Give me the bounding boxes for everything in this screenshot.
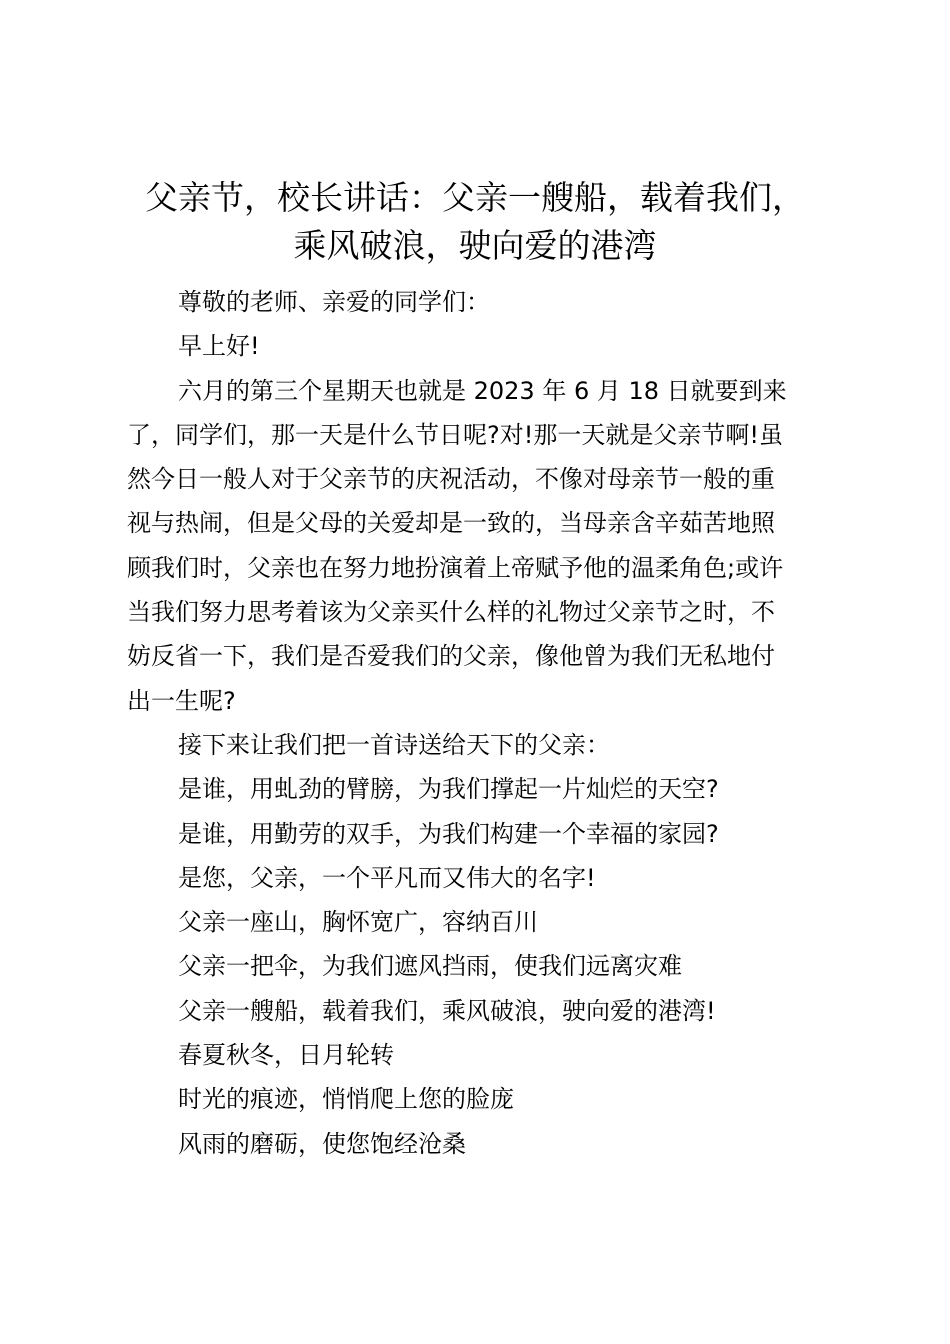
paragraph-line: 视与热闹，但是父母的关爱却是一致的，当母亲含辛茹苦地照: [127, 509, 775, 538]
poem-intro: 接下来让我们把一首诗送给天下的父亲：: [178, 730, 610, 759]
document-title: [110, 174, 840, 270]
title-line-1: 父亲节，校长讲话：父亲一艘船，载着我们，: [145, 178, 805, 217]
poem: [127, 767, 837, 1166]
paragraph-line: 然今日一般人对于父亲节的庆祝活动，不像对母亲节一般的重: [127, 465, 775, 494]
poem-line: 风雨的磨砺，使您饱经沧桑: [178, 1129, 466, 1158]
poem-line: 是您，父亲，一个平凡而又伟大的名字!: [178, 863, 596, 892]
poem-line: 父亲一座山，胸怀宽广，容纳百川: [178, 908, 538, 937]
poem-line: 父亲一艘船，载着我们，乘风破浪，驶向爱的港湾!: [178, 996, 716, 1025]
paragraph-line: 当我们努力思考着该为父亲买什么样的礼物过父亲节之时，不: [127, 598, 775, 627]
paragraph-line: 妨反省一下，我们是否爱我们的父亲，像他曾为我们无私地付: [127, 642, 775, 671]
title-line-2: 乘风破浪，驶向爱的港湾: [293, 226, 657, 265]
paragraph-line: 了，同学们，那一天是什么节日呢?对!那一天就是父亲节啊!虽: [127, 420, 783, 449]
salutation: 尊敬的老师、亲爱的同学们：: [178, 288, 490, 316]
poem-line: 时光的痕迹，悄悄爬上您的脸庞: [178, 1085, 514, 1114]
document-body: [127, 280, 837, 1166]
main-paragraph: [127, 369, 837, 723]
poem-line: 春夏秋冬，日月轮转: [178, 1041, 394, 1070]
poem-line: 是谁，用勤劳的双手，为我们构建一个幸福的家园?: [178, 819, 719, 848]
poem-line: 父亲一把伞，为我们遮风挡雨，使我们远离灾难: [178, 952, 682, 981]
paragraph-line: 顾我们时，父亲也在努力地扮演着上帝赋予他的温柔角色;或许: [127, 553, 784, 582]
paragraph-line: 六月的第三个星期天也就是 2023 年 6 月 18 日就要到来: [178, 376, 787, 405]
paragraph-line: 出一生呢?: [127, 686, 236, 715]
poem-line: 是谁，用虬劲的臂膀，为我们撑起一片灿烂的天空?: [178, 775, 719, 804]
greeting: 早上好!: [178, 332, 260, 361]
